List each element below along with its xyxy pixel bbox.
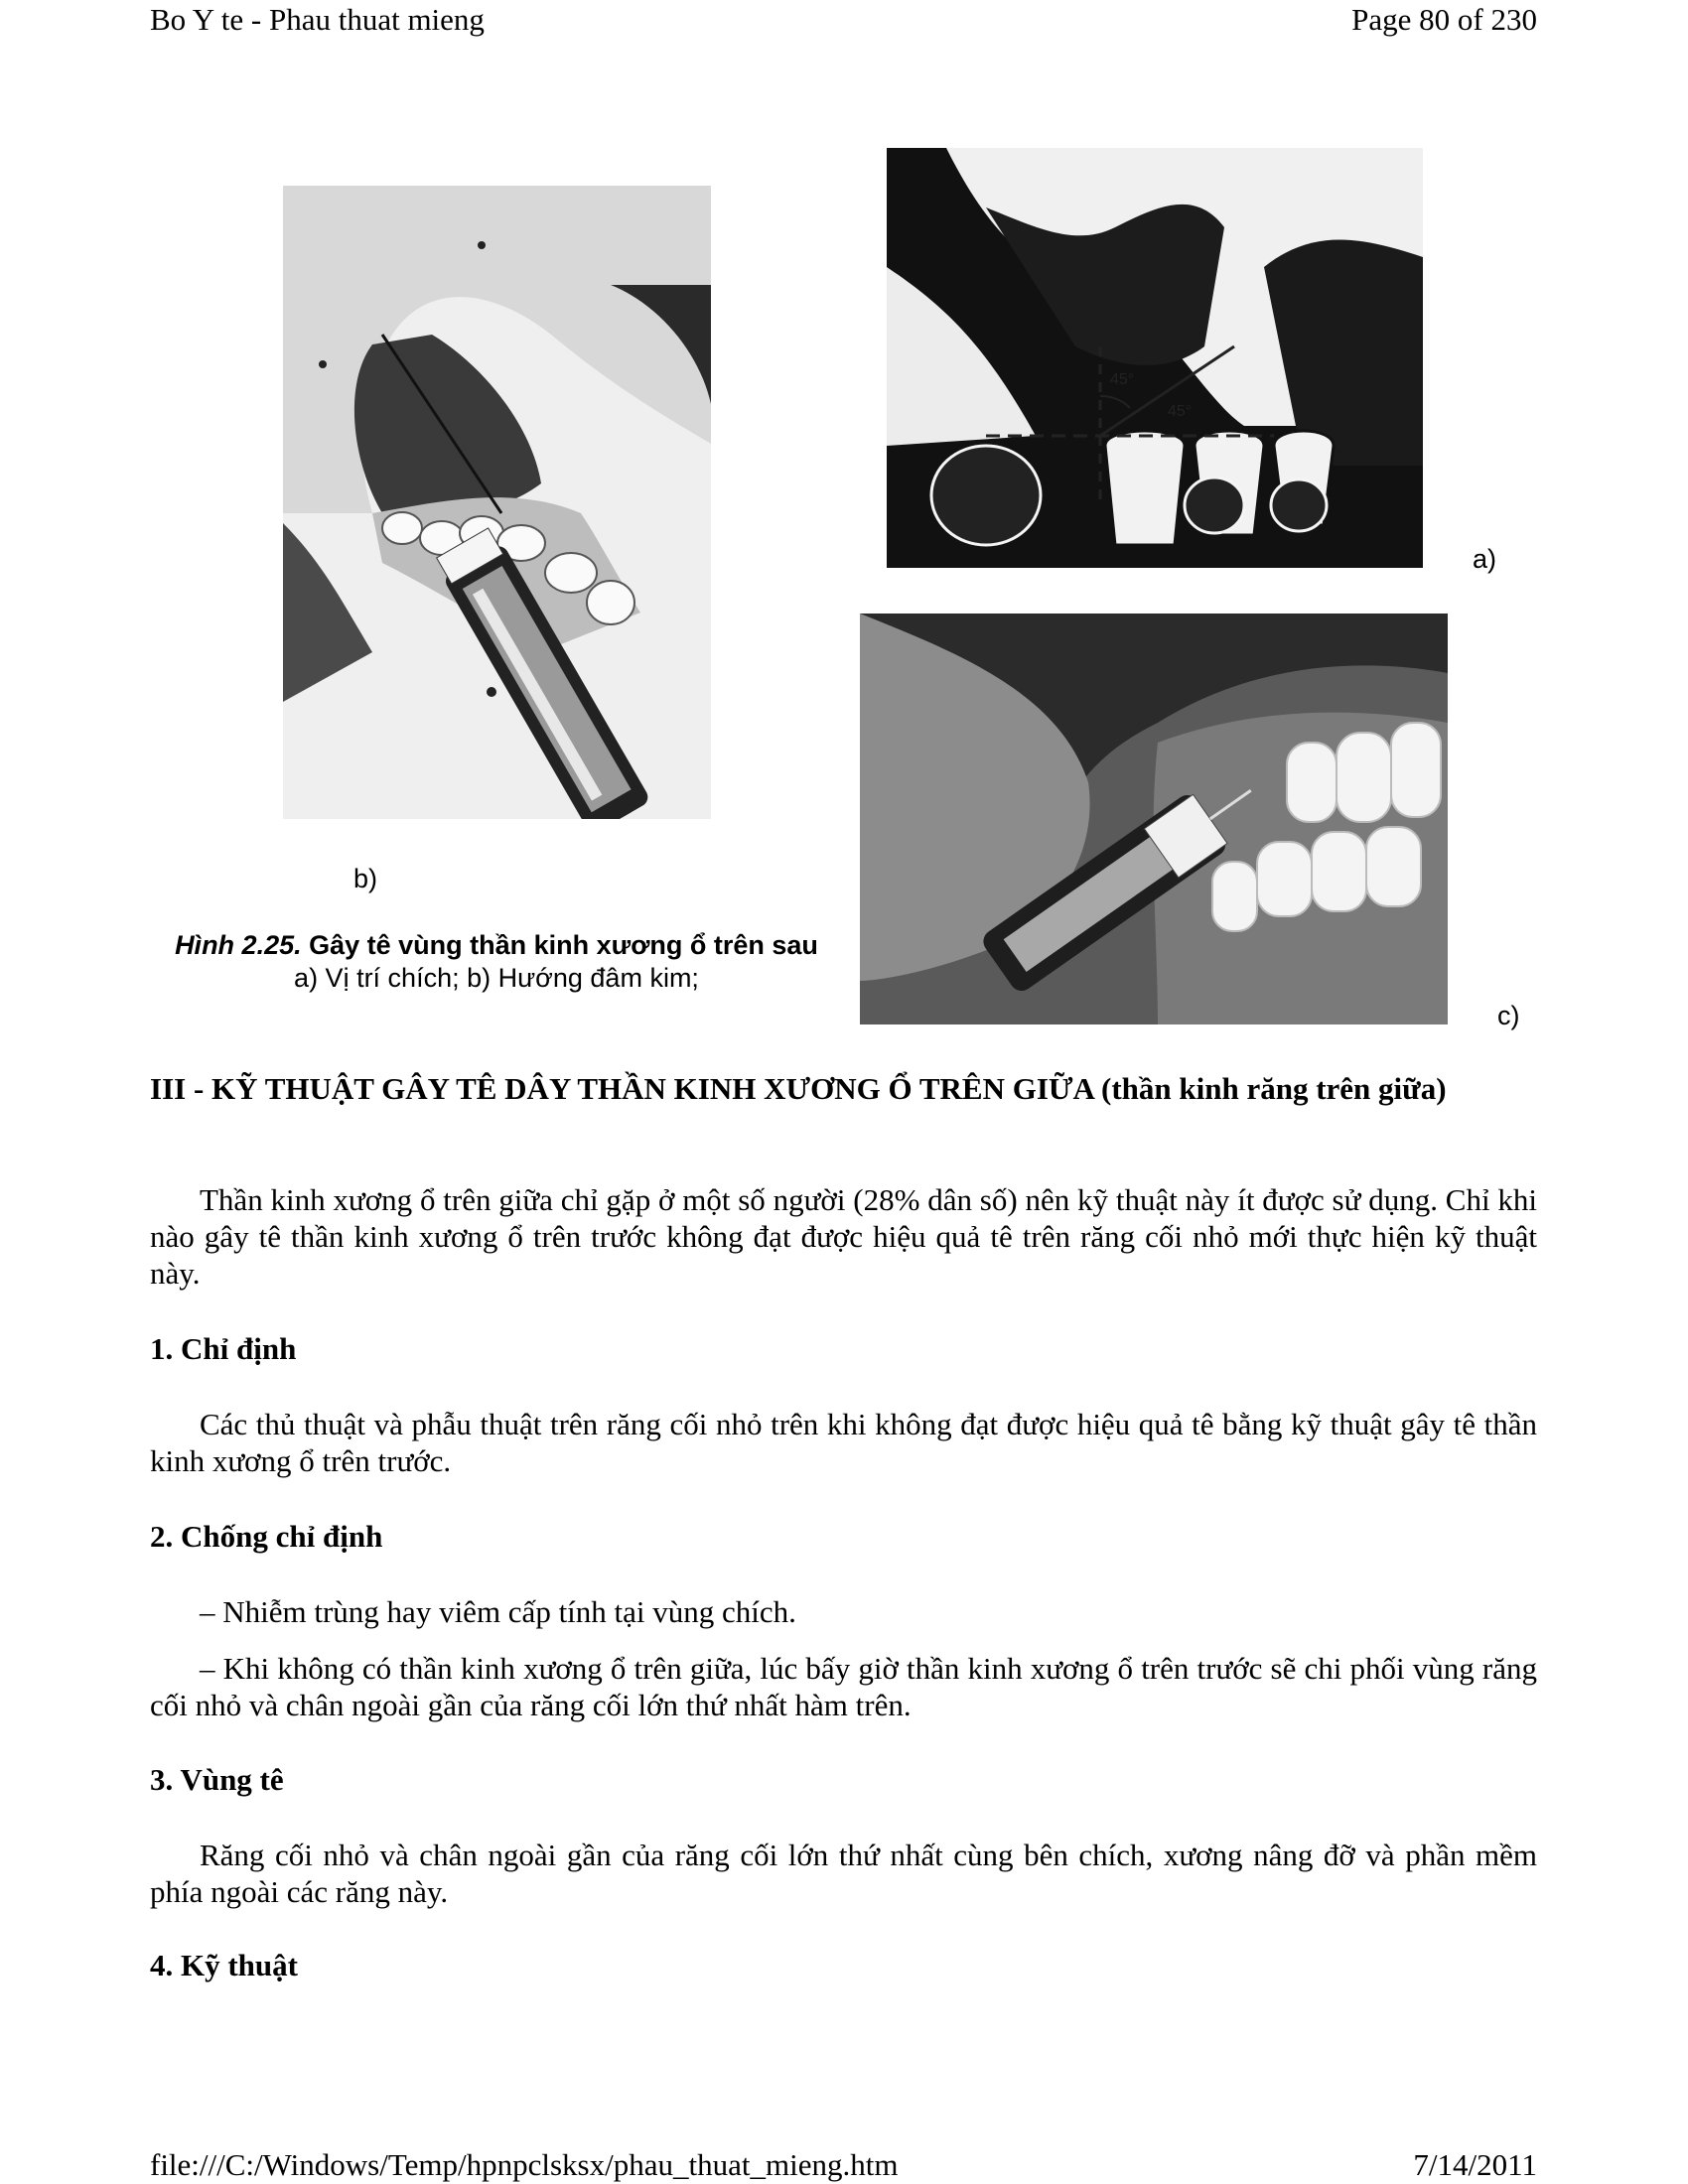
figure-b-label: b) [353, 864, 378, 893]
figure-title: Gây tê vùng thần kinh xương ổ trên sau [301, 930, 818, 960]
angle-label-2: 45° [1168, 403, 1193, 420]
figure-number: Hình 2.25. [175, 930, 302, 960]
heading-anesthesia-zone: 3. Vùng tê [150, 1762, 284, 1797]
header-title: Bo Y te - Phau thuat mieng [150, 2, 485, 37]
contraindication-item-2: – Khi không có thần kinh xương ổ trên giữa, lúc bấy giờ thần kinh xương ổ trên trước sẽ chi phối vùng răng cối nhỏ và chân ngoài gần của răng cối lớn thứ nhất hàm trên. [150, 1651, 1537, 1722]
section-title [150, 1069, 1537, 1109]
intro-paragraph: Thần kinh xương ổ trên giữa chỉ gặp ở một số người (28% dân số) nên kỹ thuật này ít được sử dụng. Chỉ khi nào gây tê thần kinh xương ổ trên trước không đạt được hiệu quả tê trên răng cối nhỏ mới thực hiện kỹ thuật này. [150, 1182, 1537, 1291]
section-title-main: III - KỸ THUẬT GÂY TÊ DÂY THẦN KINH XƯƠNG Ổ TRÊN GIỮA [150, 1071, 1094, 1106]
heading-contraindications: 2. Chống chỉ định [150, 1519, 383, 1554]
heading-indications: 1. Chỉ định [150, 1331, 297, 1366]
footer-date: 7/14/2011 [1413, 2147, 1537, 2182]
figure-c-intraoral-injection [860, 614, 1448, 1024]
section-title-paren: (thần kinh răng trên giữa) [1093, 1071, 1447, 1106]
figure-a-injection-angle [887, 148, 1423, 568]
figure-b-skull-syringe [283, 186, 711, 819]
figure-c-label: c) [1497, 1001, 1520, 1030]
figure-caption-subtitle: a) Vị trí chích; b) Hướng đâm kim; [294, 963, 699, 993]
footer-file-path: file:///C:/Windows/Temp/hpnpclsksx/phau_thuat_mieng.htm [150, 2147, 899, 2182]
figure-a-label: a) [1473, 544, 1497, 574]
angle-label-1: 45° [1110, 371, 1135, 388]
contraindication-item-1: – Nhiễm trùng hay viêm cấp tính tại vùng chích. [200, 1594, 796, 1629]
page-number: Page 80 of 230 [1351, 2, 1537, 37]
indications-paragraph: Các thủ thuật và phẫu thuật trên răng cối nhỏ trên khi không đạt được hiệu quả tê bằng kỹ thuật gây tê thần kinh xương ổ trên trước. [150, 1407, 1537, 1478]
anesthesia-zone-paragraph: Răng cối nhỏ và chân ngoài gần của răng cối lớn thứ nhất cùng bên chích, xương nâng đỡ và phần mềm phía ngoài các răng này. [150, 1838, 1537, 1909]
figure-caption-title [149, 930, 844, 961]
heading-technique: 4. Kỹ thuật [150, 1948, 298, 1982]
